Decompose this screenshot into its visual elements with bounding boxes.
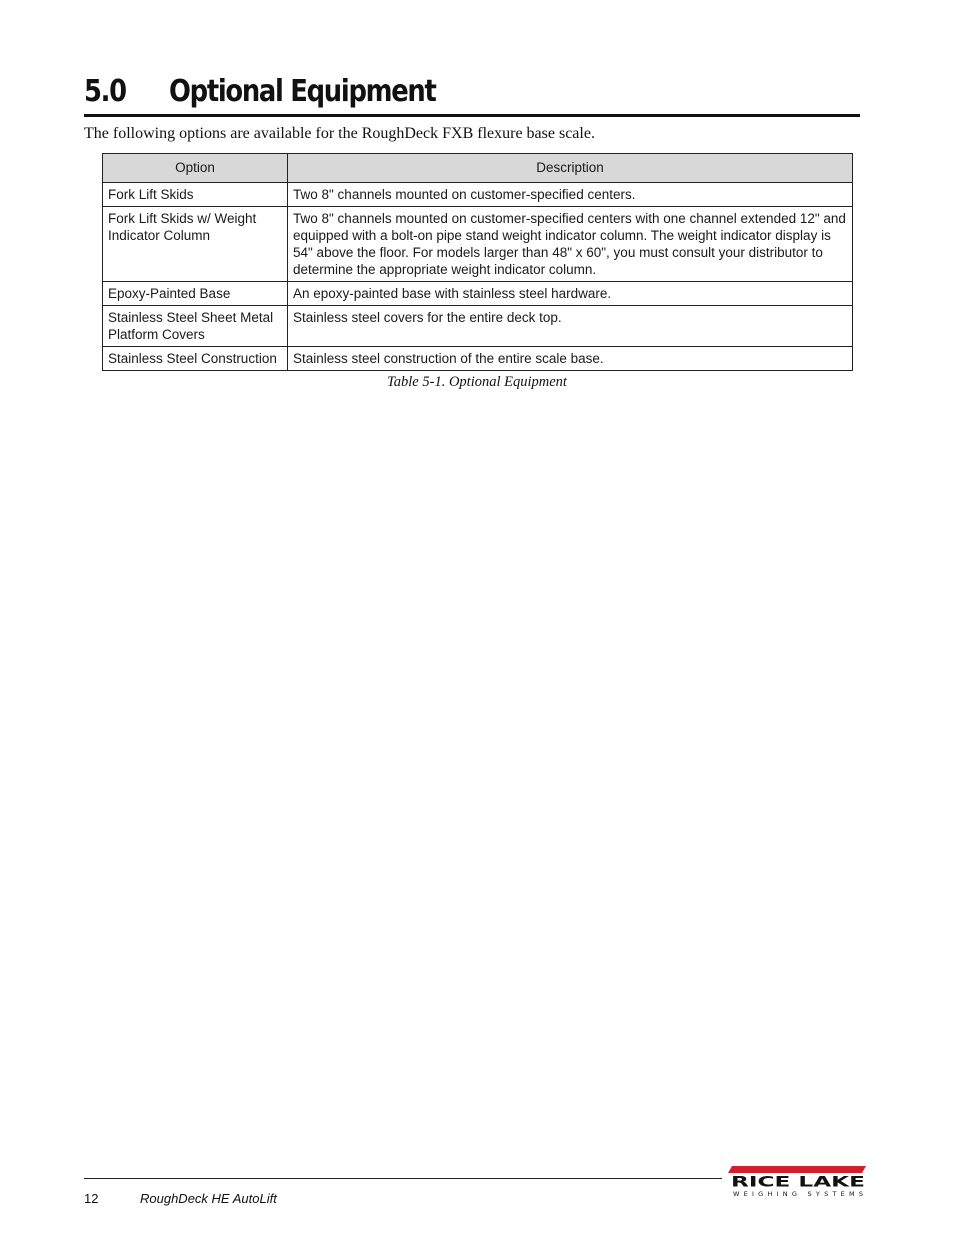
- option-cell: Epoxy-Painted Base: [103, 282, 288, 306]
- section-heading: [84, 72, 860, 117]
- description-cell: An epoxy-painted base with stainless steel hardware.: [288, 282, 853, 306]
- section-number: 5.0: [84, 74, 126, 109]
- table-row: [103, 207, 853, 282]
- option-cell: Fork Lift Skids: [103, 183, 288, 207]
- option-cell: Stainless Steel Sheet Metal Platform Covers: [103, 306, 288, 347]
- description-cell: Stainless steel covers for the entire deck top.: [288, 306, 853, 347]
- logo-wordmark: RICE LAKE: [731, 1174, 865, 1191]
- rice-lake-logo: [726, 1166, 870, 1198]
- description-cell: Two 8" channels mounted on customer-specified centers with one channel extended 12" and equipped with a bolt-on pipe stand weight indicator column. The weight indicator display is 54" above the floor. For models larger than 48" x 60", you must consult your distributor to determine the appropriate weight indicator column.: [288, 207, 853, 282]
- footer-divider: [84, 1178, 722, 1179]
- option-cell: Fork Lift Skids w/ Weight Indicator Column: [103, 207, 288, 282]
- optional-equipment-table: [102, 153, 853, 371]
- table-header-row: [103, 154, 853, 183]
- table-row: [103, 183, 853, 207]
- table-row: [103, 347, 853, 371]
- description-cell: Two 8" channels mounted on customer-specified centers.: [288, 183, 853, 207]
- option-cell: Stainless Steel Construction: [103, 347, 288, 371]
- column-header-option: Option: [103, 154, 288, 183]
- logo-tagline: WEIGHING SYSTEMS: [733, 1190, 863, 1198]
- column-header-description: Description: [288, 154, 853, 183]
- document-title: RoughDeck HE AutoLift: [140, 1191, 277, 1206]
- intro-paragraph: The following options are available for the RoughDeck FXB flexure base scale.: [84, 125, 595, 142]
- table-row: [103, 282, 853, 306]
- description-cell: Stainless steel construction of the entire scale base.: [288, 347, 853, 371]
- table-caption: Table 5-1. Optional Equipment: [387, 374, 567, 390]
- table-row: [103, 306, 853, 347]
- section-title: Optional Equipment: [169, 74, 436, 109]
- page-number: 12: [84, 1191, 99, 1206]
- logo-red-band: [728, 1166, 866, 1173]
